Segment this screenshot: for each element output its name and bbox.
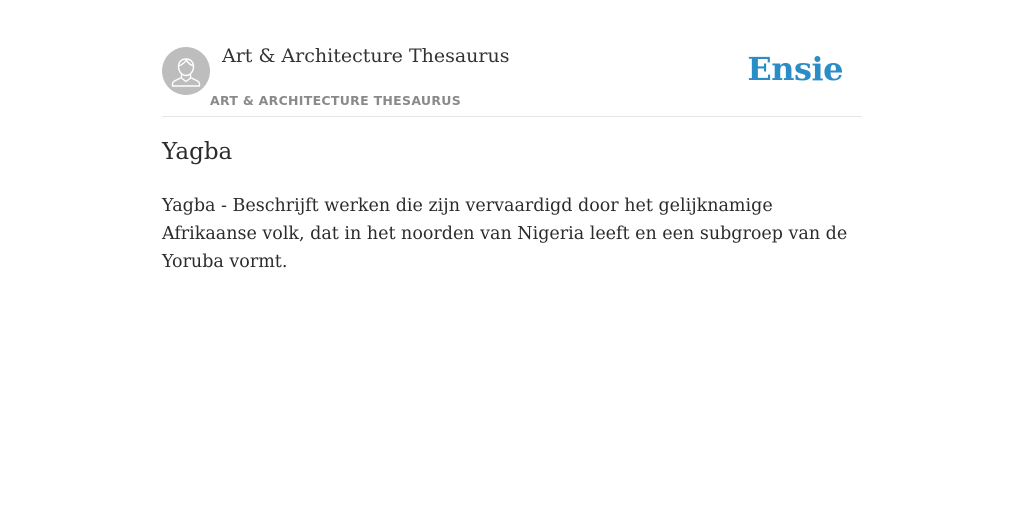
page-header bbox=[162, 0, 862, 117]
user-silhouette-icon bbox=[162, 47, 210, 95]
brand-logo[interactable]: Ensie bbox=[747, 50, 843, 88]
author-subtitle: ART & ARCHITECTURE THESAURUS bbox=[210, 93, 462, 108]
page-title: Yagba bbox=[162, 139, 233, 165]
page-content bbox=[162, 0, 862, 272]
avatar[interactable] bbox=[162, 47, 210, 95]
definition-text: Yagba - Beschrijft werken die zijn vervaardigd door het gelijknamige Afrikaanse volk, dat in het noorden van Nigeria leeft en een subgroep van de Yoruba vormt. bbox=[162, 196, 848, 272]
author-name[interactable]: Art & Architecture Thesaurus bbox=[222, 45, 510, 67]
